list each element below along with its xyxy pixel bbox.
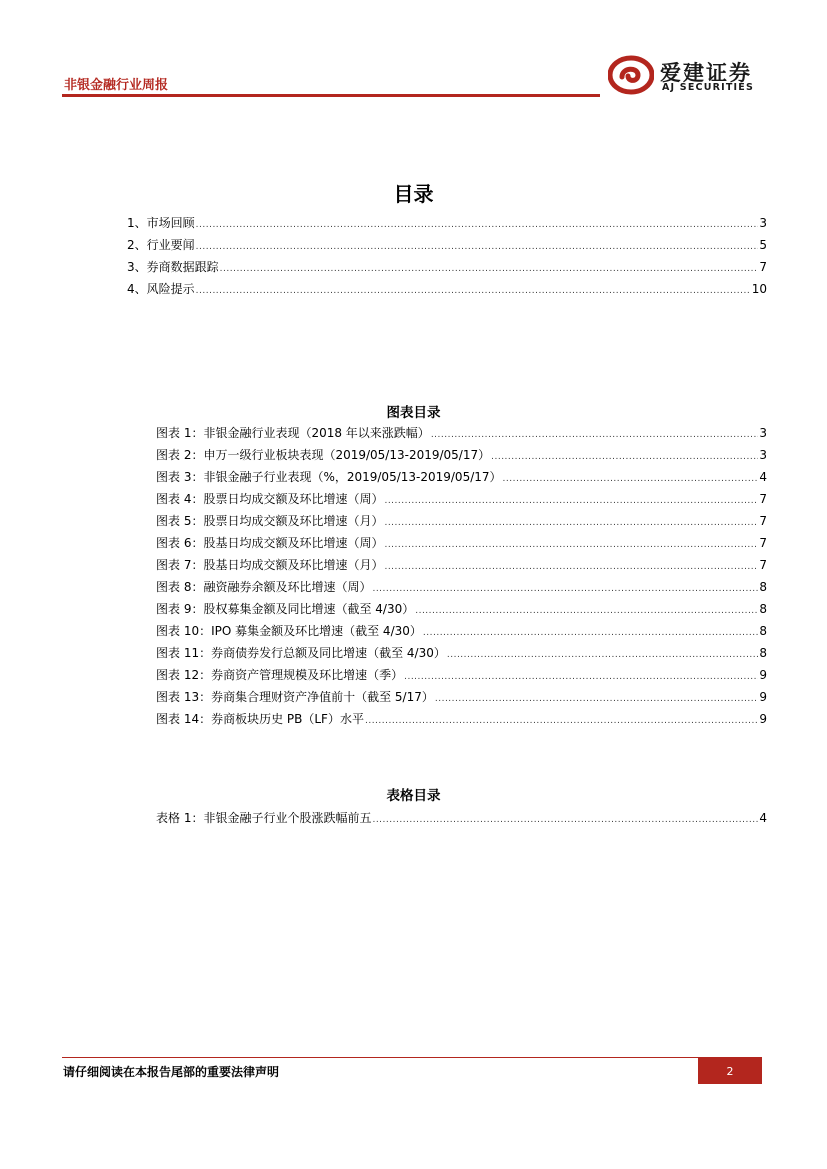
dot-leader xyxy=(196,238,759,256)
toc-entry-page: 10 xyxy=(751,282,767,296)
toc-entry[interactable] xyxy=(127,258,767,278)
figure-entry[interactable] xyxy=(156,468,767,488)
toc-entry-page: 7 xyxy=(759,260,767,274)
figure-entry[interactable] xyxy=(156,446,767,466)
header-divider xyxy=(62,94,600,97)
figure-entry-label: 图表 2：申万一级行业板块表现（2019/05/13-2019/05/17） xyxy=(156,448,491,462)
figure-entry-label: 图表 14：券商板块历史 PB（LF）水平 xyxy=(156,712,364,726)
figure-entry-page: 9 xyxy=(759,712,767,726)
toc-entry-page: 3 xyxy=(759,216,767,230)
toc-title: 目录 xyxy=(393,182,434,206)
figure-entry[interactable] xyxy=(156,644,767,664)
dot-leader xyxy=(220,260,759,278)
figure-entry-page: 7 xyxy=(759,536,767,550)
figures-toc-title: 图表目录 xyxy=(386,405,441,421)
figure-entry-label: 图表 3：非银金融子行业表现（%，2019/05/13-2019/05/17） xyxy=(156,470,502,484)
toc-entry-label: 1、市场回顾 xyxy=(127,216,195,230)
toc-entry-label: 2、行业要闻 xyxy=(127,238,195,252)
figure-entry-page: 8 xyxy=(759,602,767,616)
figure-entry-page: 3 xyxy=(759,426,767,440)
table-entry-label: 表格 1：非银金融子行业个股涨跌幅前五 xyxy=(156,811,372,825)
footer-divider xyxy=(62,1057,762,1058)
logo-subtitle: AJ SECURITIES xyxy=(662,82,755,93)
dot-leader xyxy=(503,470,759,488)
report-title: 非银金融行业周报 xyxy=(64,78,169,93)
dot-leader xyxy=(384,558,758,576)
figure-entry[interactable] xyxy=(156,600,767,620)
dot-leader xyxy=(415,602,758,620)
figure-entry-page: 8 xyxy=(759,624,767,638)
figure-entry[interactable] xyxy=(156,556,767,576)
figure-entry-page: 8 xyxy=(759,646,767,660)
figure-entry[interactable] xyxy=(156,424,767,444)
page-number: 2 xyxy=(698,1058,762,1084)
dot-leader xyxy=(431,426,759,444)
figure-entry-page: 4 xyxy=(759,470,767,484)
toc-entry[interactable] xyxy=(127,236,767,256)
dot-leader xyxy=(196,282,751,300)
figure-entry[interactable] xyxy=(156,534,767,554)
figure-entry-label: 图表 7：股基日均成交额及环比增速（月） xyxy=(156,558,384,572)
toc-entry[interactable] xyxy=(127,214,767,234)
dot-leader xyxy=(435,690,759,708)
figure-entry-label: 图表 8：融资融券余额及环比增速（周） xyxy=(156,580,372,594)
figure-entry[interactable] xyxy=(156,666,767,686)
dot-leader xyxy=(372,811,758,829)
figure-entry-label: 图表 12：券商资产管理规模及环比增速（季） xyxy=(156,668,404,682)
figure-entry[interactable] xyxy=(156,490,767,510)
dot-leader xyxy=(447,646,759,664)
dot-leader xyxy=(372,580,758,598)
figure-entry-label: 图表 1：非银金融行业表现（2018 年以来涨跌幅） xyxy=(156,426,430,440)
figure-entry[interactable] xyxy=(156,710,767,730)
figure-entry-label: 图表 4：股票日均成交额及环比增速（周） xyxy=(156,492,384,506)
figure-entry[interactable] xyxy=(156,578,767,598)
legal-notice: 请仔细阅读在本报告尾部的重要法律声明 xyxy=(63,1065,280,1079)
dot-leader xyxy=(365,712,758,730)
figure-entry-label: 图表 5：股票日均成交额及环比增速（月） xyxy=(156,514,384,528)
dot-leader xyxy=(491,448,758,466)
toc-entry-label: 3、券商数据跟踪 xyxy=(127,260,219,274)
dot-leader xyxy=(196,216,759,234)
dot-leader xyxy=(384,536,758,554)
dot-leader xyxy=(384,514,758,532)
figure-entry-page: 7 xyxy=(759,514,767,528)
logo-mark-icon xyxy=(608,55,654,95)
toc-entry[interactable] xyxy=(127,280,767,300)
table-entry-page: 4 xyxy=(759,811,767,825)
logo-name: 爱建证券 xyxy=(660,60,752,85)
figure-entry-label: 图表 9：股权募集金额及同比增速（截至 4/30） xyxy=(156,602,415,616)
figure-entry-label: 图表 6：股基日均成交额及环比增速（周） xyxy=(156,536,384,550)
figure-entry[interactable] xyxy=(156,512,767,532)
dot-leader xyxy=(384,492,758,510)
tables-toc-title: 表格目录 xyxy=(386,788,441,804)
figure-entry-page: 8 xyxy=(759,580,767,594)
figure-entry-page: 7 xyxy=(759,558,767,572)
toc-entry-label: 4、风险提示 xyxy=(127,282,195,296)
table-entry[interactable] xyxy=(156,809,767,829)
figure-entry-label: 图表 13：券商集合理财资产净值前十（截至 5/17） xyxy=(156,690,434,704)
figure-entry-page: 3 xyxy=(759,448,767,462)
dot-leader xyxy=(404,668,758,686)
toc-entry-page: 5 xyxy=(759,238,767,252)
figure-entry-label: 图表 10：IPO 募集金额及环比增速（截至 4/30） xyxy=(156,624,422,638)
figure-entry-page: 9 xyxy=(759,690,767,704)
dot-leader xyxy=(423,624,758,642)
company-logo xyxy=(608,55,768,95)
figure-entry[interactable] xyxy=(156,622,767,642)
figure-entry-page: 7 xyxy=(759,492,767,506)
figure-entry[interactable] xyxy=(156,688,767,708)
figure-entry-label: 图表 11：券商债券发行总额及同比增速（截至 4/30） xyxy=(156,646,446,660)
figure-entry-page: 9 xyxy=(759,668,767,682)
